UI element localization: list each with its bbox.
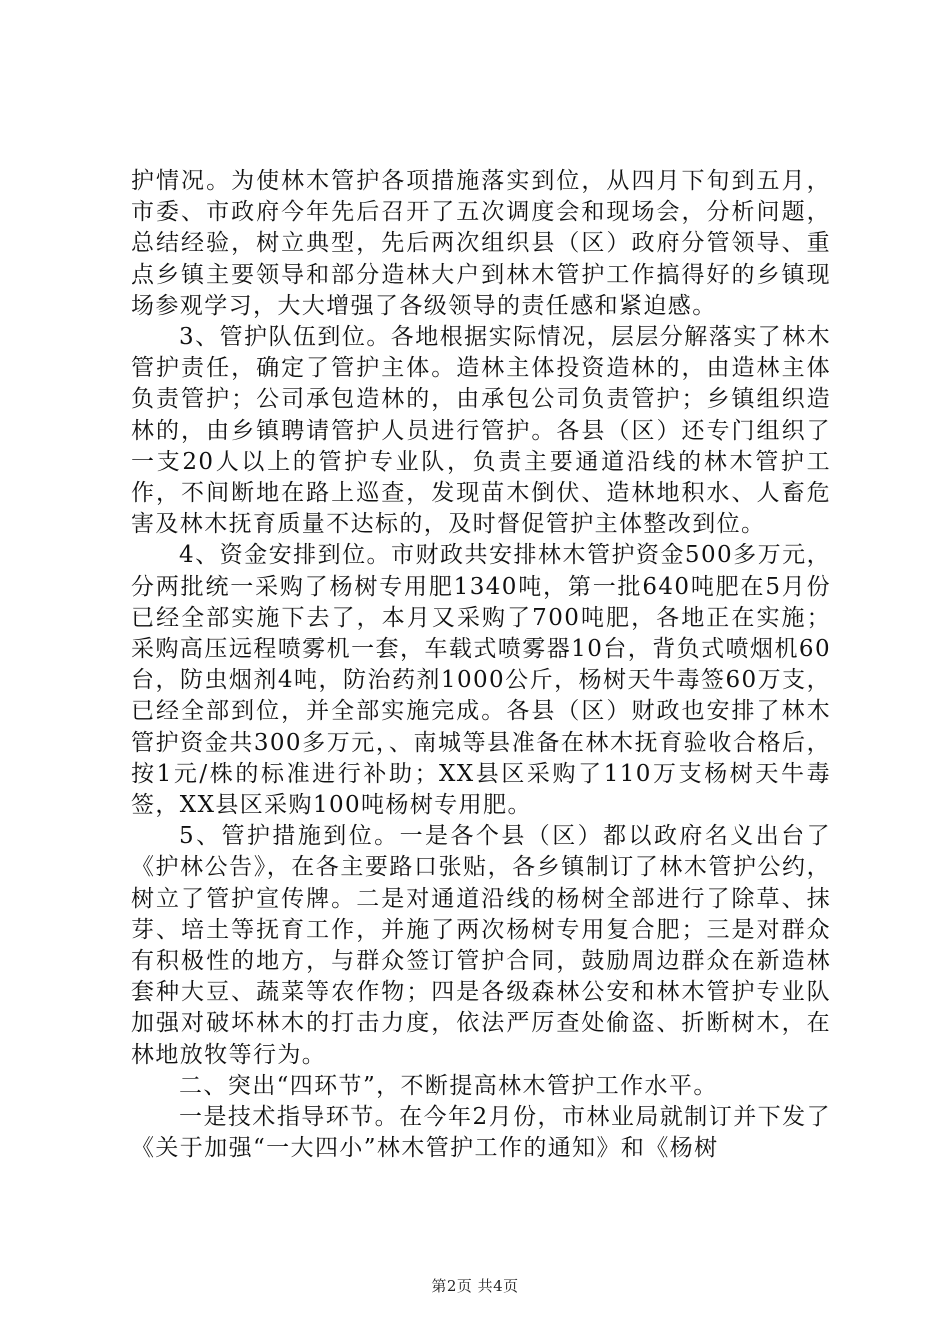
paragraph-technical-guidance: 一是技术指导环节。在今年2月份，市林业局就制订并下发了《关于加强“一大四小”林木管护工作的通知》和《杨树 bbox=[131, 1104, 831, 1162]
section-heading-four-links: 二、突出“四环节”，不断提高林木管护工作水平。 bbox=[179, 1072, 718, 1099]
paragraph-continuation: 护情况。为使林木管护各项措施落实到位，从四月下旬到五月，市委、市政府今年先后召开了五次调度会和现场会，分析问题，总结经验，树立典型，先后两次组织县（区）政府分管领导、重点乡镇主要领导和部分造林大户到林木管护工作搞得好的乡镇现场参观学习，大大增强了各级领导的责任感和紧迫感。 bbox=[131, 168, 831, 319]
paragraph-measures-in-place: 5、管护措施到位。一是各个县（区）都以政府名义出台了《护林公告》，在各主要路口张贴，各乡镇制订了林木管护公约，树立了管护宣传牌。二是对通道沿线的杨树全部进行了除草、抹芽、培土等抚育工作，并施了两次杨树专用复合肥；三是对群众有积极性的地方，与群众签订管护合同，鼓励周边群众在新造林套种大豆、蔬菜等农作物；四是各级森林公安和林木管护专业队加强对破坏林木的打击力度，依法严厉查处偷盗、折断树木，在林地放牧等行为。 bbox=[131, 823, 831, 1068]
paragraph-team-in-place: 3、管护队伍到位。各地根据实际情况，层层分解落实了林木管护责任，确定了管护主体。造林主体投资造林的，由造林主体负责管护；公司承包造林的，由承包公司负责管护；乡镇组织造林的，由乡镇聘请管护人员进行管护。各县（区）还专门组织了一支20人以上的管护专业队，负责主要通道沿线的林木管护工作，不间断地在路上巡查，发现苗木倒伏、造林地积水、人畜危害及林木抚育质量不达标的，及时督促管护主体整改到位。 bbox=[131, 324, 831, 538]
page-number-footer: 第2页 共4页 bbox=[431, 1277, 519, 1295]
paragraph-funding-in-place: 4、资金安排到位。市财政共安排林木管护资金500多万元，分两批统一采购了杨树专用肥1340吨，第一批640吨肥在5月份已经全部实施下去了，本月又采购了700吨肥，各地正在实施；采购高压远程喷雾机一套，车载式喷雾器10台，背负式喷烟机60台，防虫烟剂4吨，防治药剂1000公斤，杨树天牛毒签60万支，已经全部到位，并全部实施完成。各县（区）财政也安排了林木管护资金共300多万元，、南城等县准备在林木抚育验收合格后，按1元/株的标准进行补助；XX县区采购了110万支杨树天牛毒签，XX县区采购100吨杨树专用肥。 bbox=[131, 542, 831, 819]
document-body bbox=[131, 166, 831, 1165]
